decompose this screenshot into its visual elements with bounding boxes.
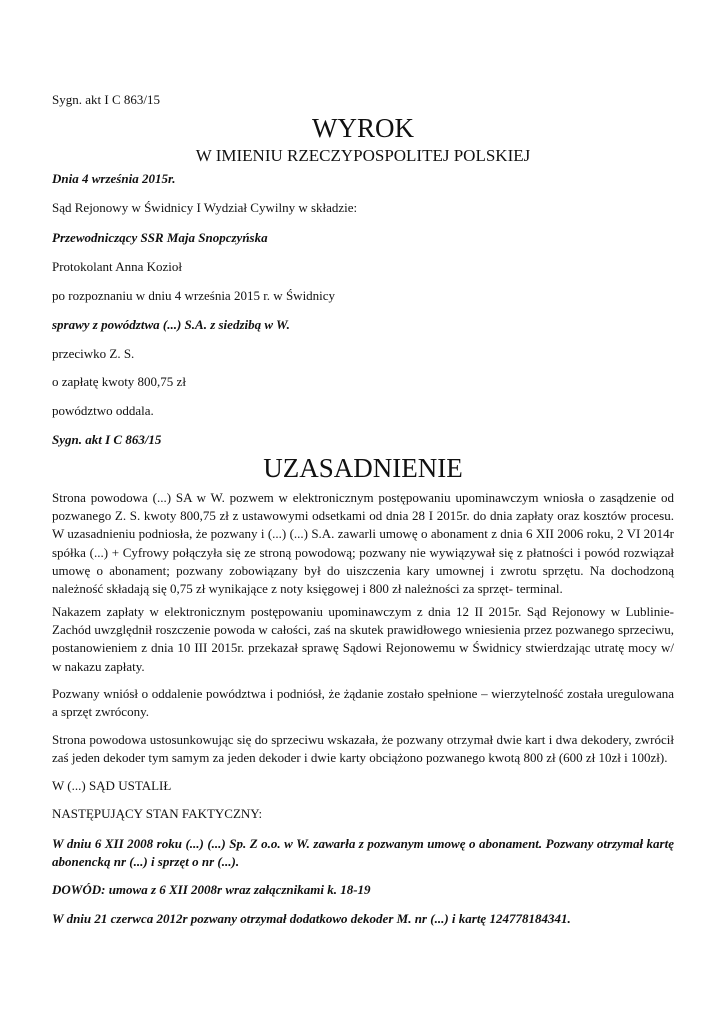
document-page bbox=[52, 0, 674, 1024]
court-clerk: Protokolant Anna Kozioł bbox=[52, 259, 182, 274]
evidence-line-1: DOWÓD: umowa z 6 XII 2008r wraz załącznikami k. 18-19 bbox=[52, 882, 371, 897]
defendant: przeciwko Z. S. bbox=[52, 346, 135, 361]
fact-paragraph-1: W dniu 6 XII 2008 roku (...) (...) Sp. Z o.o. w W. zawarła z pozwanym umowę o abonament. Pozwany otrzymał kartę abonencką nr (...) i sprzęt o nr (...). bbox=[52, 836, 674, 870]
case-signature-bottom: Sygn. akt I C 863/15 bbox=[52, 432, 162, 447]
justification-paragraph-3: Pozwany wniósł o oddalenie powództwa i podniósł, że żądanie zostało spełnione – wierzytelność została uregulowana a sprzęt zwrócony. bbox=[52, 686, 674, 720]
justification-paragraph-1: Strona powodowa (...) SA w W. pozwem w elektronicznym postępowaniu upominawczym wniosła o zasądzenie od pozwanego Z. S. kwoty 800,75 zł z ustawowymi odsetkami od dnia 28 I 2015r. do dnia zapłaty oraz kosztów procesu. W uzasadnieniu podniosła, że pozwany i (...) (...) S.A. zawarli umowę o abonament z dnia 6 XII 2006 roku, 2 VI 2014r spółka (...) + Cyfrowy połączyła się ze stroną powodową; pozwany nie wywiązywał się z płatności i powód rozwiązał umowę o abonament; pozwany zobowiązany był do uiszczenia kary umownej i zwrotu sprzętu. Na dochodzoną należność składają się 0,75 zł wynikające z noty księgowej i 800 zł należności za sprzęt- terminal. bbox=[52, 490, 674, 597]
case-signature-top: Sygn. akt I C 863/15 bbox=[52, 92, 160, 107]
court-composition: Sąd Rejonowy w Świdnicy I Wydział Cywilny w składzie: bbox=[52, 200, 358, 215]
justification-paragraph-4: Strona powodowa ustosunkowując się do sprzeciwu wskazała, że pozwany otrzymał dwie kart i dwa dekodery, zwrócił zaś jeden dekoder tym samym za jeden dekoder i dwie karty obciążono pozwanego kwotą 800 zł (600 zł 10zł i 100zł). bbox=[52, 732, 674, 766]
hearing-info: po rozpoznaniu w dniu 4 września 2015 r. w Świdnicy bbox=[52, 288, 336, 303]
verdict-decision: powództwo oddala. bbox=[52, 403, 154, 418]
verdict-title: WYROK bbox=[312, 113, 414, 143]
justification-title: UZASADNIENIE bbox=[263, 453, 463, 483]
court-established: W (...) SĄD USTALIŁ bbox=[52, 778, 172, 793]
justification-paragraph-2: Nakazem zapłaty w elektronicznym postępowaniu upominawczym z dnia 12 II 2015r. Sąd Rejonowy w Lublinie- Zachód uwzględnił roszczenie powoda w całości, zaś na skutek prawidłowego wniesienia przez pozwanego sprzeciwu, postanowieniem z dnia 10 III 2015r. przekazał sprawę Sądowi Rejonowemu w Świdnicy stwierdzając utratę mocy w/ w nakazu zapłaty. bbox=[52, 604, 674, 674]
claim-amount: o zapłatę kwoty 800,75 zł bbox=[52, 374, 186, 389]
verdict-date: Dnia 4 września 2015r. bbox=[52, 171, 176, 186]
fact-paragraph-2: W dniu 21 czerwca 2012r pozwany otrzymał dodatkowo dekoder M. nr (...) i kartę 124778184341. bbox=[52, 911, 571, 926]
presiding-judge: Przewodniczący SSR Maja Snopczyńska bbox=[52, 230, 268, 245]
facts-heading: NASTĘPUJĄCY STAN FAKTYCZNY: bbox=[52, 806, 263, 821]
verdict-subtitle: W IMIENIU RZECZYPOSPOLITEJ POLSKIEJ bbox=[195, 146, 531, 165]
case-parties: sprawy z powództwa (...) S.A. z siedzibą w W. bbox=[52, 317, 290, 332]
